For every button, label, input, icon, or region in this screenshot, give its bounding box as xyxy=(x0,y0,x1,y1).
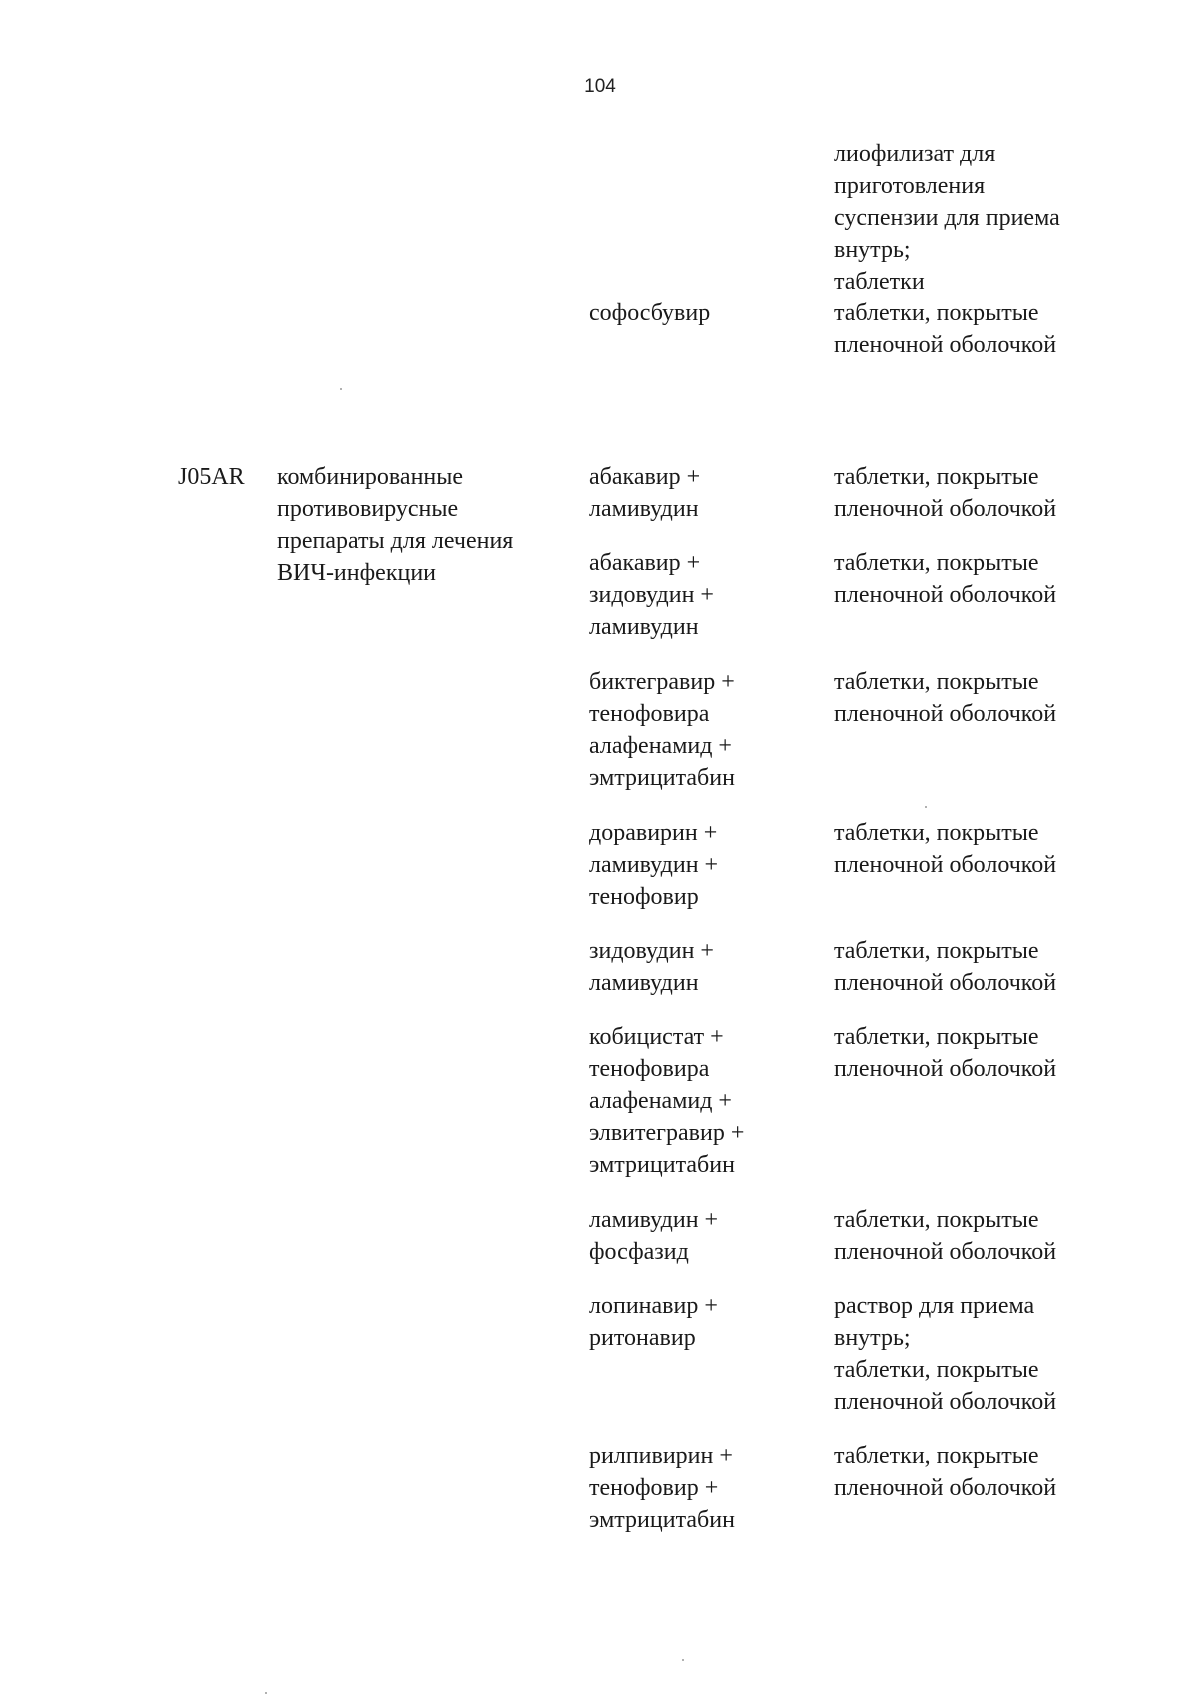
dosage-form-rilpivirine-combination: таблетки, покрытые пленочной оболочкой xyxy=(834,1443,1057,1501)
scan-speck xyxy=(682,1659,684,1661)
substance-rilpivirine-combination: рилпивирин + тенофовир + эмтрицитабин xyxy=(589,1443,735,1533)
dosage-form-zidovudine-lamivudine: таблетки, покрытые пленочной оболочкой xyxy=(834,938,1057,996)
dosage-form-lopinavir-ritonavir: раствор для приема внутрь; таблетки, покрытые пленочной оболочкой xyxy=(834,1293,1057,1415)
substance-lopinavir-ritonavir: лопинавир + ритонавир xyxy=(589,1293,718,1351)
scan-speck xyxy=(265,1692,267,1694)
continuation-dosage-form: лиофилизат для приготовления суспензии для приема внутрь; таблетки xyxy=(834,141,1060,295)
group-name: комбинированные противовирусные препараты для лечения ВИЧ-инфекции xyxy=(277,464,514,586)
substance-zidovudine-lamivudine: зидовудин + ламивудин xyxy=(589,938,714,996)
scan-speck xyxy=(925,806,927,808)
dosage-form-lamivudine-phosphazide: таблетки, покрытые пленочной оболочкой xyxy=(834,1207,1057,1265)
dosage-form-doravirine-combination: таблетки, покрытые пленочной оболочкой xyxy=(834,820,1057,878)
dosage-form-bictegravir-combination: таблетки, покрытые пленочной оболочкой xyxy=(834,669,1057,727)
dosage-form-abacavir-zidovudine-lamivudine: таблетки, покрытые пленочной оболочкой xyxy=(834,550,1057,608)
dosage-form-abacavir-lamivudine: таблетки, покрытые пленочной оболочкой xyxy=(834,464,1057,522)
atc-code: J05AR xyxy=(178,464,245,490)
scan-speck xyxy=(340,388,342,390)
substance-sofosbuvir: софосбувир xyxy=(589,300,711,326)
substance-abacavir-zidovudine-lamivudine: абакавир + зидовудин + ламивудин xyxy=(589,550,714,640)
page-number: 104 xyxy=(584,76,616,97)
dosage-form-cobicistat-combination: таблетки, покрытые пленочной оболочкой xyxy=(834,1024,1057,1082)
substance-lamivudine-phosphazide: ламивудин + фосфазид xyxy=(589,1207,719,1265)
substance-bictegravir-combination: биктегравир + тенофовира алафенамид + эмтрицитабин xyxy=(589,669,735,791)
dosage-form-sofosbuvir: таблетки, покрытые пленочной оболочкой xyxy=(834,300,1057,358)
substance-abacavir-lamivudine: абакавир + ламивудин xyxy=(589,464,701,522)
substance-cobicistat-combination: кобицистат + тенофовира алафенамид + элвитегравир + эмтрицитабин xyxy=(589,1024,745,1178)
substance-doravirine-combination: доравирин + ламивудин + тенофовир xyxy=(589,820,719,910)
